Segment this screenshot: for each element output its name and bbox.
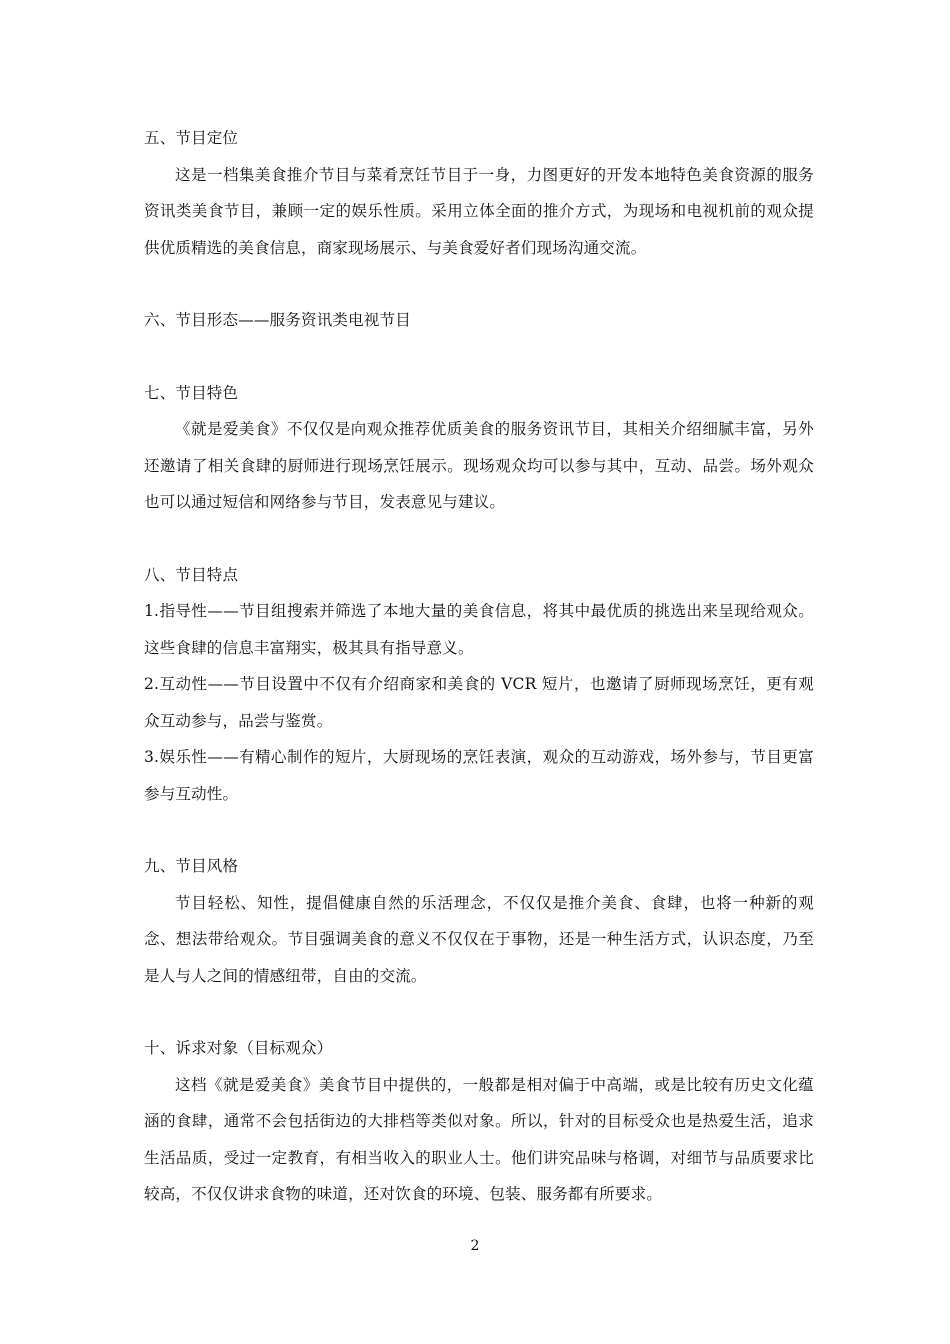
section-paragraph: 这档《就是爱美食》美食节目中提供的，一般都是相对偏于中高端，或是比较有历史文化蕴涵的食肆，通常不会包括街边的大排档等类似对象。所以，针对的目标受众也是热爱生活，追求生活品质，受过一定教育，有相当收入的职业人士。他们讲究品味与格调，对细节与品质要求比较高，不仅仅讲求食物的味道，还对饮食的环境、包装、服务都有所要求。 (144, 1075, 814, 1203)
section-heading: 五、节目定位 (144, 129, 239, 147)
section-heading: 六、节目形态——服务资讯类电视节目 (144, 311, 411, 329)
section-format (144, 302, 814, 339)
list-item: 2.互动性——节目设置中不仅有介绍商家和美食的 VCR 短片，也邀请了厨师现场烹饪，更有观众互动参与，品尝与鉴赏。 (144, 675, 814, 730)
section-paragraph: 节目轻松、知性，提倡健康自然的乐活理念，不仅仅是推介美食、食肆，也将一种新的观念、想法带给观众。节目强调美食的意义不仅仅在于事物，还是一种生活方式，认识态度，乃至是人与人之间的情感纽带，自由的交流。 (144, 893, 814, 985)
section-heading: 七、节目特色 (144, 383, 239, 402)
list-item: 3.娱乐性——有精心制作的短片，大厨现场的烹饪表演，观众的互动游戏，场外参与，节目更富参与互动性。 (144, 748, 814, 803)
section-heading: 八、节目特点 (144, 565, 239, 584)
section-positioning (144, 120, 814, 266)
section-style (144, 848, 814, 994)
section-paragraph: 这是一档集美食推介节目与菜肴烹饪节目于一身，力图更好的开发本地特色美食资源的服务资讯类美食节目，兼顾一定的娱乐性质。采用立体全面的推介方式，为现场和电视机前的观众提供优质精选的美食信息，商家现场展示、与美食爱好者们现场沟通交流。 (144, 165, 814, 257)
section-target-audience (144, 1030, 814, 1213)
document-body (144, 120, 814, 1213)
section-characteristics (144, 557, 814, 813)
section-paragraph: 《就是爱美食》不仅仅是向观众推荐优质美食的服务资讯节目，其相关介绍细腻丰富，另外还邀请了相关食肆的厨师进行现场烹饪展示。现场观众均可以参与其中，互动、品尝。场外观众也可以通过短信和网络参与节目，发表意见与建议。 (144, 420, 814, 511)
section-heading: 九、节目风格 (144, 857, 239, 875)
page-number: 2 (470, 1238, 480, 1254)
list-item: 1.指导性——节目组搜索并筛选了本地大量的美食信息，将其中最优质的挑选出来呈现给观众。这些食肆的信息丰富翔实，极其具有指导意义。 (144, 602, 814, 657)
section-heading: 十、诉求对象（目标观众） (144, 1039, 333, 1057)
section-features (144, 375, 814, 521)
